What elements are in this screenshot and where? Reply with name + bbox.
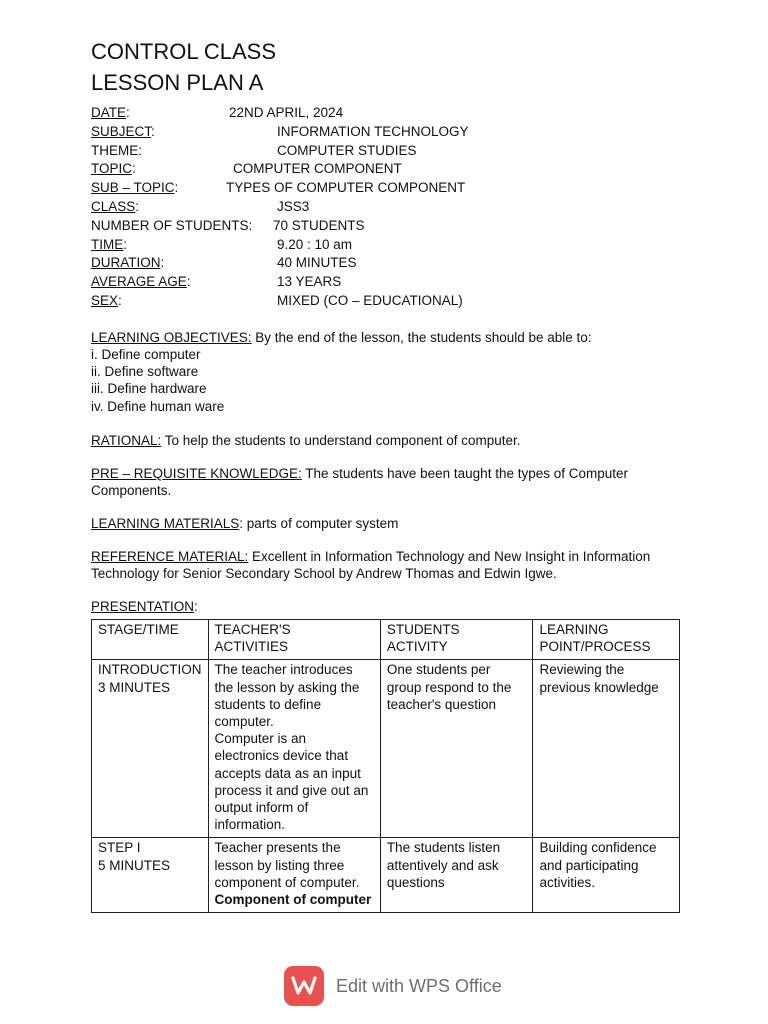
detail-value: COMPUTER STUDIES [277,142,417,158]
prerequisite-label: PRE – REQUISITE KNOWLEDGE: [91,465,302,481]
detail-row [91,236,691,255]
cell-text: Computer is an [214,731,307,747]
detail-value: JSS3 [277,198,310,214]
cell-learning [533,838,680,913]
detail-label [91,273,191,292]
wps-watermark[interactable] [284,964,502,1008]
table-header-row [92,620,680,660]
cell-students [380,660,533,838]
cell-text: The students listen [386,840,501,856]
cell-text: the lesson by asking the [214,679,360,695]
prerequisite-section [91,465,691,499]
detail-value: 22ND APRIL, 2024 [229,105,344,120]
cell-text: teacher's question [386,696,496,712]
detail-value: 13 YEARS [277,274,342,290]
detail-row [91,179,691,198]
cell-text: The teacher introduces [214,662,353,678]
header-stage-time [92,620,209,660]
header-learning-point [533,620,680,660]
cell-text: lesson by listing three [214,857,345,873]
detail-value: 9.20 : 10 am [277,236,353,252]
header-text: LEARNING [539,622,609,637]
cell-text: attentively and ask [386,857,499,873]
cell-stage [92,838,209,913]
detail-value: 40 MINUTES [277,255,357,271]
wps-logo-icon [284,966,324,1006]
cell-text: previous knowledge [539,679,659,695]
cell-teacher [208,660,380,838]
objectives-intro: By the end of the lesson, the students should be able to: [251,329,592,345]
document-title-line1: CONTROL CLASS [91,39,277,64]
detail-row [91,104,691,123]
detail-label [91,160,136,179]
detail-row [91,160,691,179]
objective-item: iii. Define hardware [91,381,207,397]
detail-row [91,254,691,273]
cell-text: Building confidence [539,840,657,856]
cell-text: One students per [386,662,491,678]
detail-label [91,254,164,273]
prerequisite-text: The students have been taught the types of Computer [301,465,629,481]
header-text: STUDENTS [386,622,460,637]
cell-text: group respond to the [386,679,512,695]
cell-text: output inform of [214,800,309,816]
detail-label [91,104,130,123]
cell-text: information. [214,817,286,833]
reference-text: Excellent in Information Technology and New Insight in Information [248,548,651,564]
header-text: ACTIVITY [386,639,448,655]
detail-label [91,123,155,142]
cell-text: questions [386,874,445,890]
detail-label-text: SUB – TOPIC [91,180,175,196]
cell-teacher [208,838,380,913]
materials-label: LEARNING MATERIALS [91,515,240,531]
cell-text: process it and give out an [214,782,369,798]
detail-label-sep: : [151,123,155,139]
rational-text: To help the students to understand component of computer. [161,432,521,448]
header-text: TEACHER'S [214,622,291,637]
prerequisite-text-cont: Components. [91,482,172,498]
detail-row [91,273,691,292]
detail-label [91,236,127,255]
lesson-plan-page [91,36,691,615]
detail-value: INFORMATION TECHNOLOGY [277,123,469,139]
cell-text: students to define [214,696,322,712]
objectives-label: LEARNING OBJECTIVES: [91,329,252,345]
detail-label-sep: : [174,180,179,196]
table-row [92,838,680,913]
detail-label [91,142,142,161]
cell-stage [92,660,209,838]
rational-label: RATIONAL: [91,432,162,448]
document-title-line2: LESSON PLAN A [91,70,264,95]
presentation-colon: : [194,598,198,614]
cell-text: component of computer. [214,874,360,890]
detail-value: COMPUTER COMPONENT [233,161,402,177]
detail-value: 70 STUDENTS [273,217,365,233]
rational-section [91,432,691,449]
header-students-activity [380,620,533,660]
cell-text: accepts data as an input [214,765,361,781]
objective-item: i. Define computer [91,346,201,362]
detail-label-sep: : [126,105,130,120]
lesson-details [91,104,691,311]
wps-edit-text: Edit with WPS Office [336,975,502,996]
detail-value: TYPES OF COMPUTER COMPONENT [226,180,466,196]
presentation-heading [91,598,691,615]
detail-label-text: THEME: [91,142,143,158]
cell-text: Reviewing the [539,662,625,678]
detail-label-sep: : [123,236,128,252]
cell-learning [533,660,680,838]
learning-objectives [91,329,691,346]
reference-label: REFERENCE MATERIAL: [91,548,249,564]
detail-label [91,292,122,311]
detail-label-text: TOPIC [91,161,133,177]
cell-students [380,838,533,913]
cell-text: electronics device that [214,748,349,764]
presentation-table [91,619,680,913]
detail-label-text: TIME [91,236,124,252]
cell-text-bold: Component of computer [214,892,372,908]
cell-text: 3 MINUTES [98,679,171,695]
header-text: ACTIVITIES [214,639,289,655]
cell-text: activities. [539,874,595,890]
reference-section [91,548,691,582]
detail-label-text: CLASS [91,198,136,214]
cell-text: computer. [214,714,274,730]
detail-row [91,217,691,236]
reference-text-cont: Technology for Senior Secondary School by Andrew Thomas and Edwin Igwe. [91,565,557,581]
cell-text: Teacher presents the [214,840,341,856]
detail-label-sep: : [132,161,136,177]
materials-section [91,515,691,532]
cell-text: 5 MINUTES [98,857,171,873]
detail-label-sep: : [160,255,165,271]
detail-label-text: DATE [91,105,127,120]
header-teacher-activities [208,620,380,660]
detail-label-text: AVERAGE AGE [91,274,187,290]
materials-text: : parts of computer system [239,515,399,531]
header-text: POINT/PROCESS [539,639,651,655]
detail-label [91,179,178,198]
detail-label [91,198,139,217]
presentation-label: PRESENTATION [91,598,195,614]
cell-text: INTRODUCTION [98,662,202,678]
detail-row [91,142,691,161]
detail-value: MIXED (CO – EDUCATIONAL) [277,292,463,308]
objective-item: iv. Define human ware [91,398,225,414]
detail-row [91,198,691,217]
detail-label-text: SEX [91,292,119,308]
detail-label-sep: : [186,274,191,290]
detail-label-text: SUBJECT [91,123,152,139]
header-text: STAGE/TIME [98,622,179,637]
detail-label [91,217,252,236]
table-row [92,660,680,838]
cell-text: and participating [539,857,639,873]
detail-row [91,292,691,311]
detail-row [91,123,691,142]
detail-label-sep: : [135,198,140,214]
detail-label-text: NUMBER OF STUDENTS: [91,217,253,233]
detail-label-text: DURATION [91,255,161,271]
cell-text: STEP I [98,840,141,856]
objective-item: ii. Define software [91,364,199,380]
detail-label-sep: : [118,292,122,308]
